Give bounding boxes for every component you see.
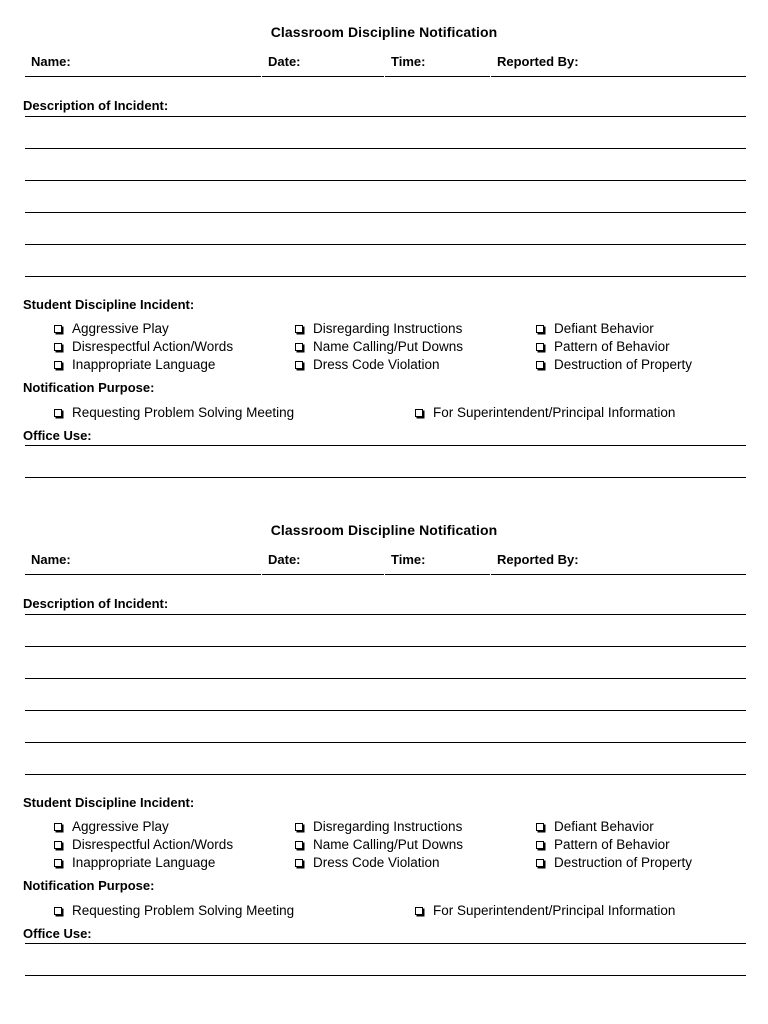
form-title: Classroom Discipline Notification bbox=[270, 24, 498, 40]
incident-checkbox[interactable] bbox=[536, 356, 692, 373]
description-line[interactable] bbox=[25, 276, 746, 277]
checkbox-icon bbox=[536, 859, 544, 867]
purpose-option-label: For Superintendent/Principal Information bbox=[433, 903, 676, 918]
incident-option-label: Pattern of Behavior bbox=[554, 837, 670, 852]
checkbox-icon bbox=[54, 343, 62, 351]
date-label: Date: bbox=[268, 54, 301, 69]
incident-option-label: Inappropriate Language bbox=[72, 357, 216, 372]
description-line[interactable] bbox=[25, 710, 746, 711]
description-line[interactable] bbox=[25, 212, 746, 213]
incident-checkbox[interactable] bbox=[536, 854, 692, 871]
incident-option-label: Dress Code Violation bbox=[313, 357, 440, 372]
reported-by-label: Reported By: bbox=[497, 54, 579, 69]
purpose-label: Notification Purpose: bbox=[23, 878, 155, 893]
date-label: Date: bbox=[268, 552, 301, 567]
date-field[interactable] bbox=[262, 550, 384, 575]
date-field[interactable] bbox=[262, 52, 384, 77]
checkbox-icon bbox=[54, 361, 62, 369]
purpose-checkbox-meeting[interactable] bbox=[54, 404, 294, 421]
checkbox-icon bbox=[415, 409, 423, 417]
incident-option-label: Disrespectful Action/Words bbox=[72, 339, 234, 354]
incident-checkbox[interactable] bbox=[295, 818, 462, 835]
incident-option-label: Aggressive Play bbox=[72, 819, 169, 834]
purpose-checkbox-information[interactable] bbox=[415, 902, 675, 919]
checkbox-icon bbox=[54, 325, 62, 333]
checkbox-icon bbox=[295, 343, 303, 351]
incident-option-label: Name Calling/Put Downs bbox=[313, 339, 464, 354]
description-line[interactable] bbox=[25, 180, 746, 181]
description-line[interactable] bbox=[25, 646, 746, 647]
description-line[interactable] bbox=[25, 774, 746, 775]
checkbox-icon bbox=[536, 325, 544, 333]
name-field[interactable] bbox=[25, 52, 261, 77]
purpose-checkbox-information[interactable] bbox=[415, 404, 675, 421]
incident-checkbox[interactable] bbox=[54, 356, 215, 373]
incident-checkbox[interactable] bbox=[536, 818, 654, 835]
checkbox-icon bbox=[536, 343, 544, 351]
description-line[interactable] bbox=[25, 614, 746, 615]
incident-option-label: Defiant Behavior bbox=[554, 321, 654, 336]
description-label: Description of Incident: bbox=[23, 596, 169, 611]
purpose-option-label: Requesting Problem Solving Meeting bbox=[72, 903, 295, 918]
incident-option-label: Destruction of Property bbox=[554, 357, 693, 372]
purpose-option-label: Requesting Problem Solving Meeting bbox=[72, 405, 295, 420]
description-line[interactable] bbox=[25, 678, 746, 679]
office-use-line[interactable] bbox=[25, 445, 746, 446]
incident-checkbox[interactable] bbox=[54, 320, 169, 337]
form-title: Classroom Discipline Notification bbox=[270, 522, 498, 538]
checkbox-icon bbox=[295, 859, 303, 867]
checkbox-icon bbox=[54, 907, 62, 915]
office-use-line[interactable] bbox=[25, 975, 746, 976]
incident-checkbox[interactable] bbox=[536, 836, 670, 853]
office-use-label: Office Use: bbox=[23, 926, 92, 941]
incident-option-label: Inappropriate Language bbox=[72, 855, 216, 870]
incident-label: Student Discipline Incident: bbox=[23, 297, 195, 312]
description-label: Description of Incident: bbox=[23, 98, 169, 113]
incident-checkbox[interactable] bbox=[295, 320, 462, 337]
incident-option-label: Defiant Behavior bbox=[554, 819, 654, 834]
incident-checkbox[interactable] bbox=[536, 338, 670, 355]
incident-checkbox[interactable] bbox=[54, 338, 233, 355]
reported-by-field[interactable] bbox=[491, 52, 746, 77]
incident-checkbox[interactable] bbox=[295, 338, 463, 355]
time-label: Time: bbox=[391, 552, 426, 567]
incident-option-label: Pattern of Behavior bbox=[554, 339, 670, 354]
incident-option-label: Name Calling/Put Downs bbox=[313, 837, 464, 852]
incident-label: Student Discipline Incident: bbox=[23, 795, 195, 810]
checkbox-icon bbox=[295, 361, 303, 369]
description-line[interactable] bbox=[25, 742, 746, 743]
incident-checkbox[interactable] bbox=[295, 356, 440, 373]
purpose-label: Notification Purpose: bbox=[23, 380, 155, 395]
checkbox-icon bbox=[54, 823, 62, 831]
incident-checkbox[interactable] bbox=[536, 320, 654, 337]
incident-option-label: Destruction of Property bbox=[554, 855, 693, 870]
incident-option-label: Disregarding Instructions bbox=[313, 321, 463, 336]
incident-checkbox[interactable] bbox=[295, 836, 463, 853]
checkbox-icon bbox=[295, 841, 303, 849]
purpose-checkbox-meeting[interactable] bbox=[54, 902, 294, 919]
purpose-option-label: For Superintendent/Principal Information bbox=[433, 405, 676, 420]
office-use-line[interactable] bbox=[25, 477, 746, 478]
checkbox-icon bbox=[536, 823, 544, 831]
checkbox-icon bbox=[415, 907, 423, 915]
checkbox-icon bbox=[536, 361, 544, 369]
incident-option-label: Dress Code Violation bbox=[313, 855, 440, 870]
description-line[interactable] bbox=[25, 244, 746, 245]
description-line[interactable] bbox=[25, 116, 746, 117]
checkbox-icon bbox=[295, 823, 303, 831]
name-label: Name: bbox=[31, 54, 71, 69]
reported-by-label: Reported By: bbox=[497, 552, 579, 567]
incident-option-label: Disregarding Instructions bbox=[313, 819, 463, 834]
checkbox-icon bbox=[54, 841, 62, 849]
time-label: Time: bbox=[391, 54, 426, 69]
time-field[interactable] bbox=[385, 550, 490, 575]
reported-by-field[interactable] bbox=[491, 550, 746, 575]
incident-checkbox[interactable] bbox=[54, 836, 233, 853]
incident-checkbox[interactable] bbox=[295, 854, 440, 871]
name-field[interactable] bbox=[25, 550, 261, 575]
checkbox-icon bbox=[536, 841, 544, 849]
incident-checkbox[interactable] bbox=[54, 854, 215, 871]
checkbox-icon bbox=[295, 325, 303, 333]
time-field[interactable] bbox=[385, 52, 490, 77]
office-use-line[interactable] bbox=[25, 943, 746, 944]
incident-option-label: Disrespectful Action/Words bbox=[72, 837, 234, 852]
name-label: Name: bbox=[31, 552, 71, 567]
discipline-form bbox=[0, 498, 768, 996]
checkbox-icon bbox=[54, 409, 62, 417]
office-use-label: Office Use: bbox=[23, 428, 92, 443]
incident-option-label: Aggressive Play bbox=[72, 321, 169, 336]
discipline-form bbox=[0, 0, 768, 498]
checkbox-icon bbox=[54, 859, 62, 867]
incident-checkbox[interactable] bbox=[54, 818, 169, 835]
description-line[interactable] bbox=[25, 148, 746, 149]
